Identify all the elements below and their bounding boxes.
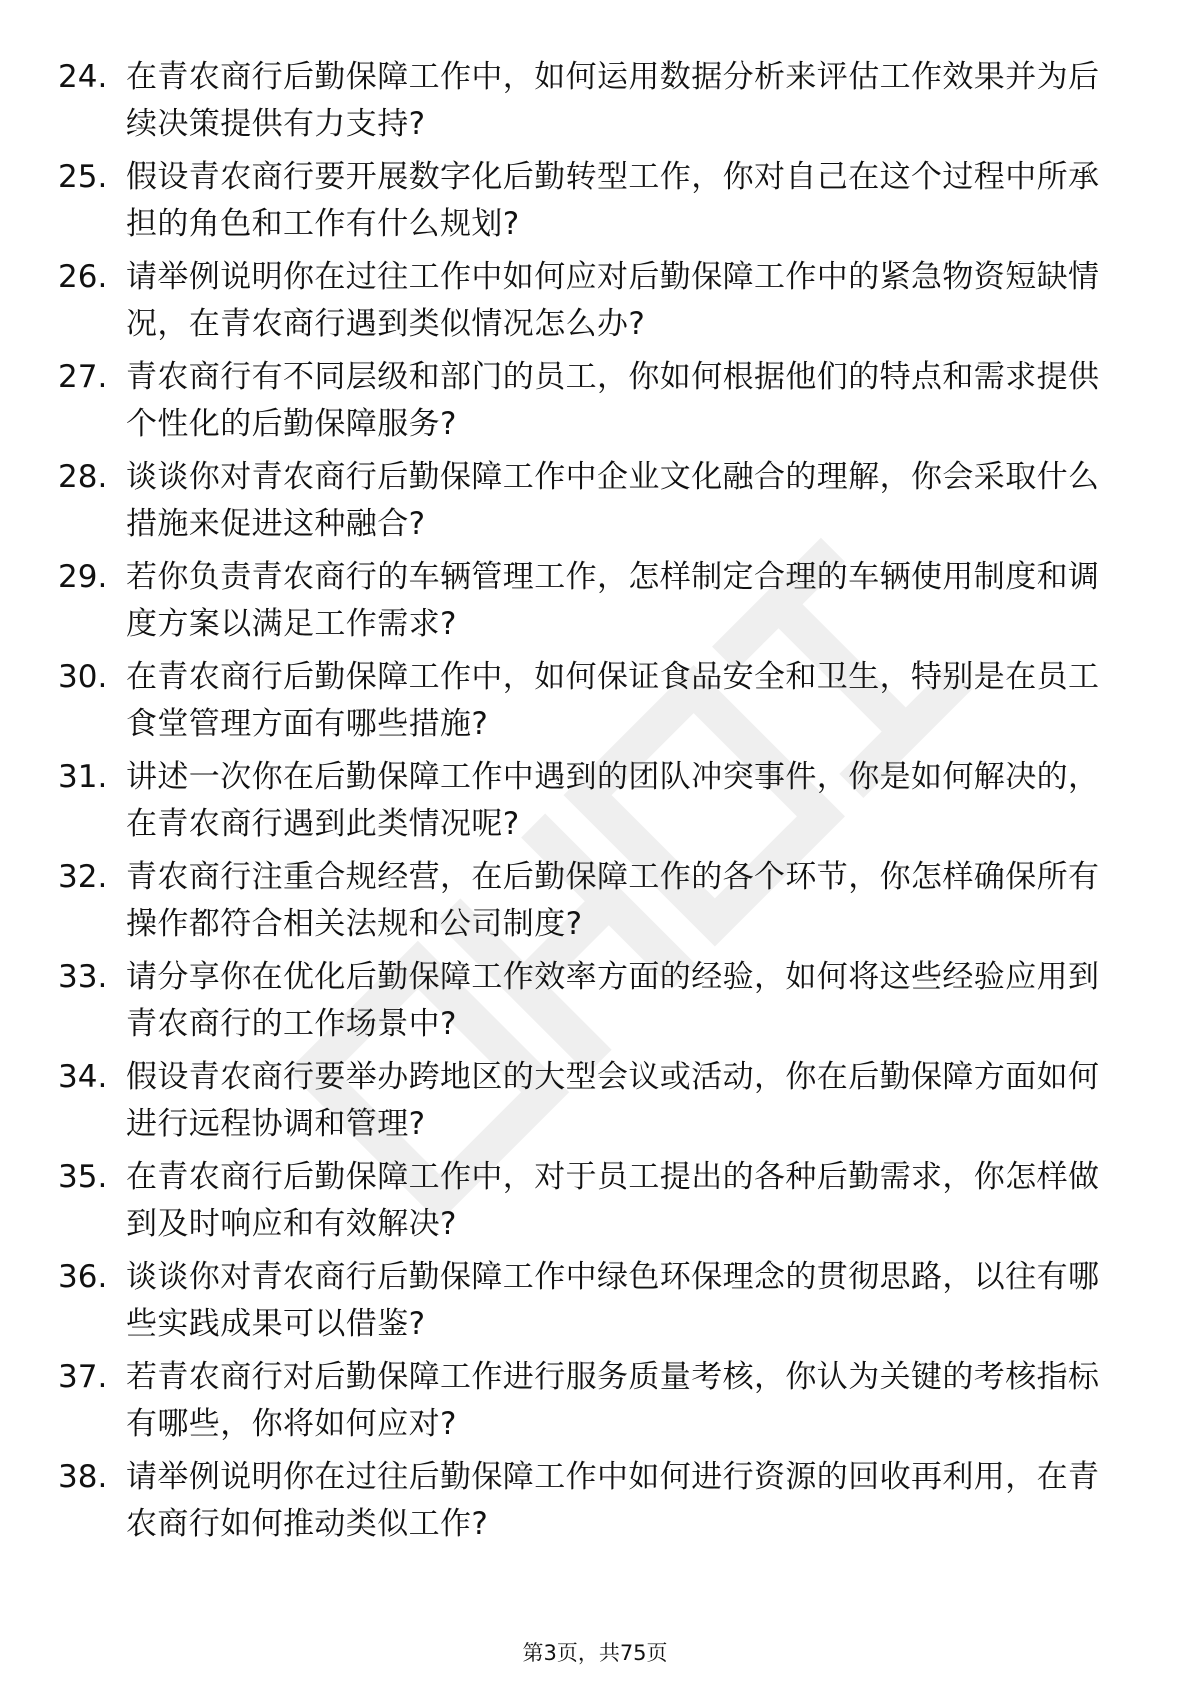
- question-text: 青农商行注重合规经营，在后勤保障工作的各个环节，你怎样确保所有操作都符合相关法规和公司制度?: [126, 859, 1100, 942]
- question-item-38: [58, 1454, 1118, 1554]
- question-list: [58, 54, 1118, 1554]
- question-text: 假设青农商行要举办跨地区的大型会议或活动，你在后勤保障方面如何进行远程协调和管理?: [126, 1059, 1100, 1142]
- question-item-37: [58, 1354, 1118, 1454]
- question-number: 38.: [58, 1459, 108, 1495]
- question-item-29: [58, 554, 1118, 654]
- question-item-30: [58, 654, 1118, 754]
- question-number: 37.: [58, 1359, 108, 1395]
- question-number: 24.: [58, 59, 108, 95]
- question-text: 请分享你在优化后勤保障工作效率方面的经验，如何将这些经验应用到青农商行的工作场景中?: [126, 959, 1100, 1042]
- question-number: 36.: [58, 1259, 108, 1295]
- page-number-footer: 第3页，共75页: [522, 1641, 668, 1665]
- question-text: 谈谈你对青农商行后勤保障工作中企业文化融合的理解，你会采取什么措施来促进这种融合?: [126, 459, 1100, 542]
- question-text: 请举例说明你在过往工作中如何应对后勤保障工作中的紧急物资短缺情况，在青农商行遇到类似情况怎么办?: [126, 259, 1100, 342]
- question-item-24: [58, 54, 1118, 154]
- question-item-33: [58, 954, 1118, 1054]
- question-number: 35.: [58, 1159, 108, 1195]
- question-item-35: [58, 1154, 1118, 1254]
- question-item-25: [58, 154, 1118, 254]
- question-number: 33.: [58, 959, 108, 995]
- question-item-36: [58, 1254, 1118, 1354]
- question-number: 34.: [58, 1059, 108, 1095]
- question-text: 请举例说明你在过往后勤保障工作中如何进行资源的回收再利用，在青农商行如何推动类似工作?: [126, 1459, 1100, 1542]
- question-text: 谈谈你对青农商行后勤保障工作中绿色环保理念的贯彻思路，以往有哪些实践成果可以借鉴?: [126, 1259, 1100, 1342]
- question-item-32: [58, 854, 1118, 954]
- question-text: 在青农商行后勤保障工作中，如何运用数据分析来评估工作效果并为后续决策提供有力支持?: [126, 59, 1100, 142]
- question-text: 若青农商行对后勤保障工作进行服务质量考核，你认为关键的考核指标有哪些，你将如何应对?: [126, 1359, 1100, 1442]
- question-item-31: [58, 754, 1118, 854]
- question-text: 若你负责青农商行的车辆管理工作，怎样制定合理的车辆使用制度和调度方案以满足工作需求?: [126, 559, 1100, 642]
- question-item-28: [58, 454, 1118, 554]
- question-number: 26.: [58, 259, 108, 295]
- question-item-34: [58, 1054, 1118, 1154]
- question-number: 25.: [58, 159, 108, 195]
- question-number: 30.: [58, 659, 108, 695]
- question-number: 29.: [58, 559, 108, 595]
- question-item-27: [58, 354, 1118, 454]
- question-number: 28.: [58, 459, 108, 495]
- question-text: 讲述一次你在后勤保障工作中遇到的团队冲突事件，你是如何解决的，在青农商行遇到此类情况呢?: [126, 759, 1100, 842]
- question-text: 在青农商行后勤保障工作中，对于员工提出的各种后勤需求，你怎样做到及时响应和有效解决?: [126, 1159, 1100, 1242]
- question-text: 青农商行有不同层级和部门的员工，你如何根据他们的特点和需求提供个性化的后勤保障服务?: [126, 359, 1100, 442]
- question-item-26: [58, 254, 1118, 354]
- question-text: 在青农商行后勤保障工作中，如何保证食品安全和卫生，特别是在员工食堂管理方面有哪些措施?: [126, 659, 1100, 742]
- question-number: 27.: [58, 359, 108, 395]
- question-number: 31.: [58, 759, 108, 795]
- question-number: 32.: [58, 859, 108, 895]
- question-text: 假设青农商行要开展数字化后勤转型工作，你对自己在这个过程中所承担的角色和工作有什么规划?: [126, 159, 1100, 242]
